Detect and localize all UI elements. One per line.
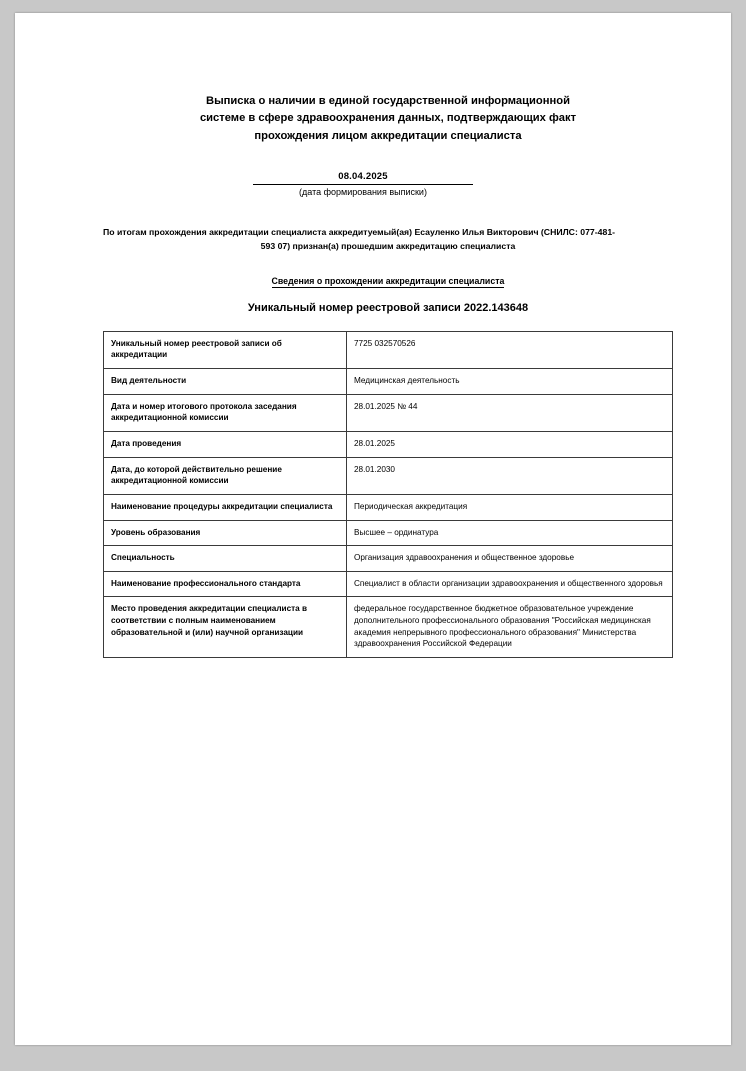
row-label: Наименование процедуры аккредитации специалиста: [104, 494, 347, 520]
row-value: 28.01.2025 № 44: [347, 394, 673, 431]
table-row: [104, 546, 673, 572]
table-row: [104, 432, 673, 458]
row-value: 28.01.2030: [347, 457, 673, 494]
table-row: [104, 457, 673, 494]
intro-paragraph: [103, 225, 673, 254]
row-value: федеральное государственное бюджетное образовательное учреждение дополнительного профессионального образования "Российская медицинская академия непрерывного профессионального образования" Министерства здравоохранения Российской Федерации: [347, 597, 673, 658]
row-value: Специалист в области организации здравоохранения и общественного здоровья: [347, 571, 673, 597]
table-row: [104, 331, 673, 368]
issue-date-value: 08.04.2025: [253, 171, 473, 185]
row-value: 7725 032570526: [347, 331, 673, 368]
page-title-line-3: прохождения лицом аккредитации специалиста: [254, 129, 522, 142]
issue-date-caption: (дата формирования выписки): [299, 187, 427, 198]
accreditation-table: [103, 331, 673, 658]
table-row: [104, 571, 673, 597]
page-title-line-1: Выписка о наличии в единой государственной информационной: [206, 95, 570, 107]
page-title-line-2: системе в сфере здравоохранения данных, подтверждающих факт: [199, 112, 577, 125]
row-label: Специальность: [104, 546, 347, 572]
row-label: Уникальный номер реестровой записи об аккредитации: [104, 331, 347, 368]
intro-line-1: По итогам прохождения аккредитации специалиста аккредитуемый(ая) Есауленко Илья Викторович (СНИЛС: 077-481-: [103, 227, 616, 238]
row-label: Дата и номер итогового протокола заседания аккредитационной комиссии: [104, 394, 347, 431]
issue-date-block: [253, 171, 473, 197]
row-label: Дата проведения: [104, 432, 347, 458]
document-page: [15, 13, 731, 1045]
row-value: 28.01.2025: [347, 432, 673, 458]
row-label: Наименование профессионального стандарта: [104, 571, 347, 597]
table-row: [104, 494, 673, 520]
table-row: [104, 597, 673, 658]
section-heading-text: Сведения о прохождении аккредитации специалиста: [271, 275, 505, 286]
table-row: [104, 369, 673, 395]
row-label: Дата, до которой действительно решение аккредитационной комиссии: [104, 457, 347, 494]
section-heading: [103, 276, 673, 286]
row-value: Периодическая аккредитация: [347, 494, 673, 520]
table-row: [104, 394, 673, 431]
row-label: Место проведения аккредитации специалиста в соответствии с полным наименованием образовательной и (или) научной организации: [104, 597, 347, 658]
row-value: Высшее – ординатура: [347, 520, 673, 546]
row-label: Вид деятельности: [104, 369, 347, 395]
intro-line-2: 593 07) признан(а) прошедшим аккредитацию специалиста: [260, 241, 516, 252]
table-row: [104, 520, 673, 546]
document-body: [103, 93, 673, 658]
row-value: Организация здравоохранения и общественное здоровье: [347, 546, 673, 572]
page-title: [188, 93, 588, 145]
registry-number: Уникальный номер реестровой записи 2022.143648: [247, 301, 529, 314]
row-label: Уровень образования: [104, 520, 347, 546]
row-value: Медицинская деятельность: [347, 369, 673, 395]
